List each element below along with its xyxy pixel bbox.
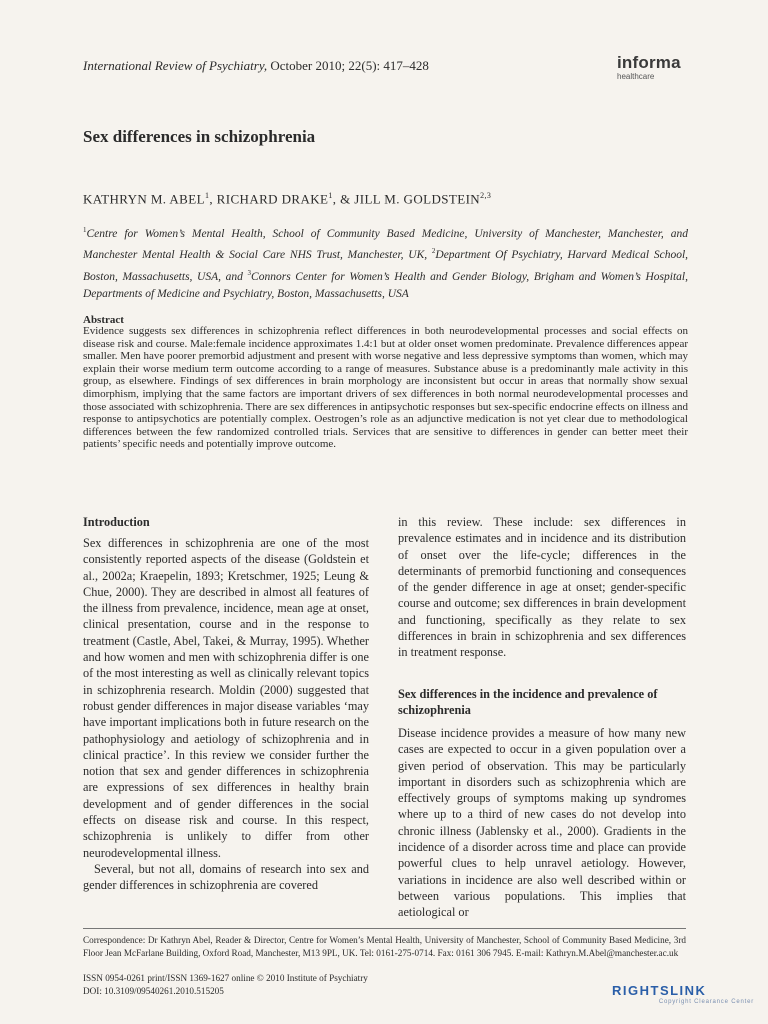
affiliation-mark: 3 (247, 268, 252, 277)
intro-paragraph-2: Several, but not all, domains of research into sex and gender differences in schizophrenia are covered (83, 861, 369, 893)
left-column (83, 535, 369, 894)
rightslink-logo[interactable] (612, 984, 754, 1006)
incidence-section-heading: Sex differences in the incidence and prevalence of schizophrenia (398, 687, 658, 718)
journal-details: October 2010; 22(5): 417–428 (267, 58, 429, 73)
correspondence-note: Correspondence: Dr Kathryn Abel, Reader & Director, Centre for Women’s Mental Health, University of Manchester, School of Community Based Medicine, 3rd Floor Jean McFarlane Building, Oxford Road, Manchester, M13 9PL, UK. Tel: 0161-275-0714. Fax: 0161 306 7945. E-mail: Kathryn.M.Abel@manchester.ac.uk (83, 935, 686, 958)
author-affiliation-mark: 1 (204, 191, 210, 200)
rightslink-logo-text: RIGHTSLINK (612, 983, 707, 998)
informa-logo-text: informa (617, 53, 681, 72)
issn-line: ISSN 0954-0261 print/ISSN 1369-1627 online © 2010 Institute of Psychiatry (83, 973, 368, 983)
affiliations (83, 222, 688, 303)
affiliation-text: Centre for Women’s Mental Health, School of Community Based Medicine, University of Manchester, Manchester, and Manchester Mental Health & Social Care NHS Trust, Manchester, UK, (83, 227, 688, 262)
journal-name: International Review of Psychiatry, (83, 58, 268, 73)
author-name: JILL M. GOLDSTEIN (354, 191, 481, 207)
informa-logo (617, 54, 697, 81)
journal-citation (83, 58, 429, 74)
incidence-section-body (398, 725, 686, 921)
author-name: KATHRYN M. ABEL (83, 191, 205, 207)
publication-info (83, 972, 368, 997)
article-title: Sex differences in schizophrenia (83, 127, 316, 146)
author-affiliation-mark: 1 (328, 191, 333, 200)
right-column (398, 514, 686, 661)
affiliation-text: Connors Center for Women’s Health and Gender Biology, Brigham and Women’s Hospital, Departments of Medicine and Psychiatry, Boston, Massachusetts, USA (83, 270, 688, 300)
introduction-heading: Introduction (83, 515, 150, 529)
affiliation-mark: 2 (431, 247, 436, 256)
abstract-heading: Abstract (83, 314, 124, 326)
affiliation-mark: 1 (83, 226, 87, 234)
intro-paragraph-1: Sex differences in schizophrenia are one of the most consistently reported aspects of the disease (Goldstein et al., 2002a; Kraepelin, 1893; Kretschmer, 1925; Leung & Chue, 2000). They are described in almost all features of the illness from prevalence, incidence, mean age at onset, clinical presentation, course and in the response to treatment (Castle, Abel, Takei, & Murray, 1995). Whether and how women and men with schizophrenia differ is one of the most interesting as well as clinically relevant topics in schizophrenia research. Moldin (2000) suggested that robust gender differences in major disease variables ‘may have important implications both in future research on the pathophysiology and aetiology of schizophrenia and in clinical practice’. In this review we consider further the notion that sex and gender differences in schizophrenia are expressions of sex differences in healthy brain development and of gender differences in the social effects on disease risk and course. In this respect, schizophrenia is unlikely to differ from other neurodevelopmental illness. (83, 536, 369, 860)
incidence-paragraph-1: Disease incidence provides a measure of how many new cases are expected to occur in a given population over a given period of observation. This may be particularly important in disorders such as schizophrenia which are effectively groups of symptoms making up syndromes where up to a third of new cases do not develop into chronic illness (Jablensky et al., 2000). Gradients in the incidence of a disorder across time and place can provide powerful clues to help unravel aetiology. However, variations in incidence are also well described within or between various populations. This implies that aetiological or (398, 726, 686, 920)
author-affiliation-mark: 2,3 (480, 191, 492, 200)
abstract-text: Evidence suggests sex differences in schizophrenia reflect differences in both neurodevelopmental processes and social effects on disease risk and course. Male:female incidence approximates 1.4:1 but at older onset women predominate. Prevalence differences appear smaller. Men have poorer premorbid adjustment and present with worse negative and less depressive symptoms than women, which may explain their worse medium term outcome according to a range of measures. Substance abuse is a predominantly male activity in this group, as elsewhere. Findings of sex differences in brain morphology are inconsistent but occur in areas that normally show sexual dimorphism, implying that the same factors are important drivers of sex differences in both normal neurodevelopmental processes and those associated with schizophrenia. There are sex differences in antipsychotic responses but sex-specific endocrine effects on illness and response to antipsychotics are potentially complex. Oestrogen’s role as an adjunctive medication is not yet clear due to methodological differences between the few randomized controlled trials. Services that are sensitive to differences in gender can better meet their patients’ specific needs and potentially improve outcome. (83, 325, 688, 451)
author-separator: , (209, 191, 217, 207)
intro-continuation-paragraph: in this review. These include: sex differences in prevalence estimates and in incidence and its distribution of onset over the life-cycle; differences in the determinants of premorbid functioning and consequences of the gender difference in age at onset; gender-specific course and outcome; sex differences in brain development and functioning, specifically as they relate to sex differences in brain in schizophrenia and sex differences in treatment response. (398, 515, 686, 660)
doi-line: DOI: 10.3109/09540261.2010.515205 (83, 985, 224, 996)
affiliation-text: Department Of Psychiatry, Harvard Medical School, Boston, Massachusetts, USA, and (83, 249, 689, 283)
rightslink-logo-subtext: Copyright Clearance Center (658, 999, 754, 1005)
author-separator: , & (332, 191, 355, 207)
author-list (83, 191, 491, 207)
informa-logo-subtext: healthcare (617, 72, 655, 81)
footnote-divider (83, 928, 686, 929)
author-name: RICHARD DRAKE (216, 191, 329, 207)
